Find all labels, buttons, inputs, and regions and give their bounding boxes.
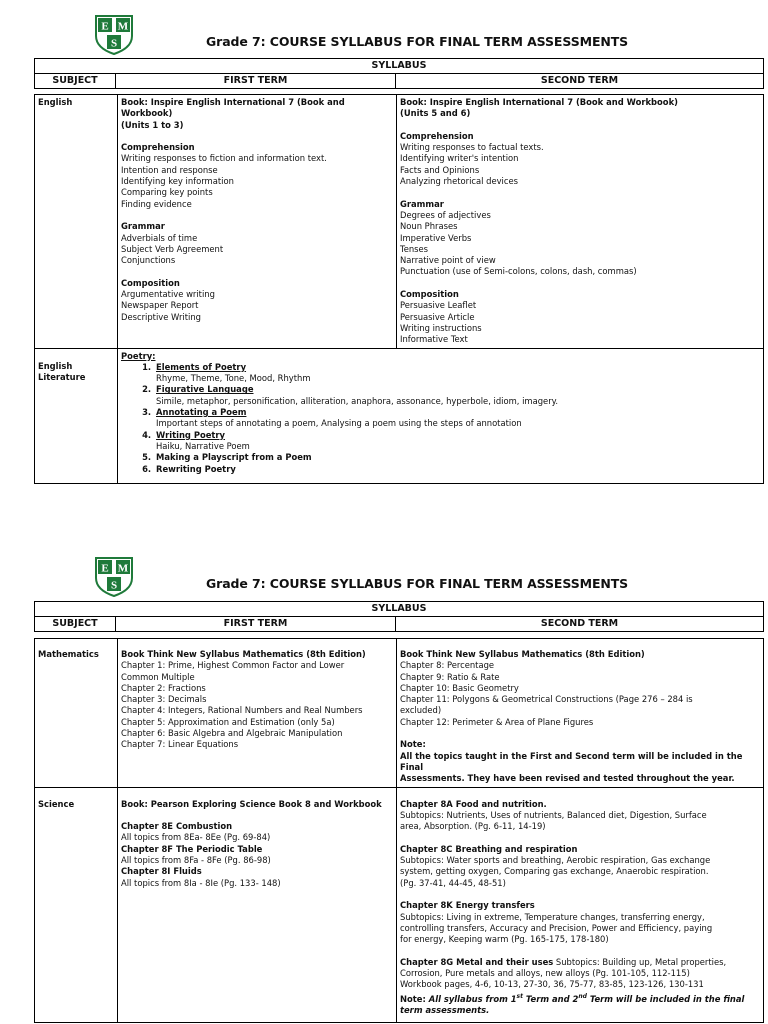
list-item: Finding evidence xyxy=(121,198,192,209)
list-item: for energy, Keeping warm (Pg. 165-175, 178-180) xyxy=(400,934,609,945)
list-item: Chapter 7: Linear Equations xyxy=(121,739,239,750)
list-item: Facts and Opinions xyxy=(400,164,480,175)
english-first-grammar-heading: Grammar xyxy=(121,221,165,232)
svg-text:E: E xyxy=(101,562,109,575)
english-second-composition-heading: Composition xyxy=(400,289,459,300)
english-first-term-cell xyxy=(118,95,397,349)
list-item: Intention and response xyxy=(121,164,218,175)
list-item: Subtopics: Water sports and breathing, Aerobic respiration, Gas exchange xyxy=(400,855,711,866)
list-item: Tenses xyxy=(400,243,429,254)
list-item: excluded) xyxy=(400,705,442,716)
list-item: All topics from 8Ia - 8Ie (Pg. 133- 148) xyxy=(121,877,281,888)
math-note-heading: Note: xyxy=(400,739,426,750)
first-term-column-header: FIRST TERM xyxy=(116,74,396,89)
list-item: (Pg. 37-41, 44-45, 48-51) xyxy=(400,877,506,888)
list-item: All topics from 8Fa - 8Fe (Pg. 86-98) xyxy=(121,855,271,866)
list-item: Noun Phrases xyxy=(400,221,458,232)
list-item: Common Multiple xyxy=(121,671,195,682)
list-item: Subtopics: Nutrients, Uses of nutrients, Balanced diet, Digestion, Surface xyxy=(400,809,707,820)
list-item: Persuasive Article xyxy=(400,311,475,322)
list-item: Chapter 1: Prime, Highest Common Factor and Lower xyxy=(121,660,345,671)
second-term-column-header: SECOND TERM xyxy=(396,74,764,89)
syllabus-heading: SYLLABUS xyxy=(35,602,764,617)
list-item: Chapter 12: Perimeter & Area of Plane Figures xyxy=(400,716,594,727)
list-item: system, getting oxygen, Comparing gas exchange, Anaerobic respiration. xyxy=(400,866,709,877)
logo-letter-e: E xyxy=(101,20,109,33)
list-item: 1. Elements of Poetry Rhyme, Theme, Tone, Mood, Rhythm xyxy=(154,362,760,385)
list-item: Workbook pages, 4-6, 10-13, 27-30, 36, 75-77, 83-85, 123-126, 130-131 xyxy=(400,979,704,990)
subject-column-header: SUBJECT xyxy=(35,617,116,632)
school-logo xyxy=(92,554,136,598)
math-second-term-cell xyxy=(397,639,764,788)
list-item: Informative Text xyxy=(400,334,468,345)
list-item: Writing instructions xyxy=(400,322,482,333)
list-item: Subtopics: Living in extreme, Temperature changes, transferring energy, xyxy=(400,911,705,922)
list-item: Chapter 3: Decimals xyxy=(121,694,207,705)
poetry-list xyxy=(121,362,760,475)
list-item: Conjunctions xyxy=(121,255,176,266)
math-subject-cell: Mathematics xyxy=(35,639,118,788)
list-item: Chapter 5: Approximation and Estimation (only 5a) xyxy=(121,716,335,727)
list-item: Descriptive Writing xyxy=(121,311,201,322)
science-subject-cell: Science xyxy=(35,787,118,1022)
second-term-column-header: SECOND TERM xyxy=(396,617,764,632)
math-first-book: Book Think New Syllabus Mathematics (8th Edition) xyxy=(121,649,366,659)
document-title: Grade 7: COURSE SYLLABUS FOR FINAL TERM ASSESSMENTS xyxy=(206,576,629,591)
syllabus-header-table xyxy=(34,58,764,89)
list-item: Persuasive Leaflet xyxy=(400,300,477,311)
list-item: Chapter 2: Fractions xyxy=(121,682,206,693)
science-row xyxy=(35,787,764,1022)
list-item: Degrees of adjectives xyxy=(400,209,491,220)
science-chapter-heading: Chapter 8I Fluids xyxy=(121,866,202,877)
list-item: Newspaper Report xyxy=(121,300,199,311)
english-second-grammar-heading: Grammar xyxy=(400,198,444,209)
list-item: area, Absorption. (Pg. 6-11, 14-19) xyxy=(400,821,546,832)
science-chapter-heading: Chapter 8A Food and nutrition. xyxy=(400,798,547,809)
list-item: Analyzing rhetorical devices xyxy=(400,176,518,187)
science-second-term-cell xyxy=(397,787,764,1022)
list-item: Identifying key information xyxy=(121,176,234,187)
english-syllabus-table xyxy=(34,94,764,484)
list-item: Imperative Verbs xyxy=(400,232,472,243)
school-logo xyxy=(92,12,136,56)
math-second-book: Book Think New Syllabus Mathematics (8th Edition) xyxy=(400,649,645,659)
list-item: Chapter 6: Basic Algebra and Algebraic Manipulation xyxy=(121,728,343,739)
science-chapter-heading: Chapter 8F The Periodic Table xyxy=(121,843,263,854)
literature-subject-cell: English Literature xyxy=(35,348,118,483)
list-item: Identifying writer's intention xyxy=(400,153,519,164)
list-item: 6. Rewriting Poetry xyxy=(154,464,760,475)
english-first-units: (Units 1 to 3) xyxy=(121,119,184,130)
science-final-note: Note: All syllabus from 1st Term and 2nd Term will be included in the final term assessments. xyxy=(400,992,745,1015)
svg-text:S: S xyxy=(110,579,118,592)
math-row xyxy=(35,639,764,788)
science-chapter-heading: Chapter 8C Breathing and respiration xyxy=(400,843,578,854)
list-item: Writing responses to fiction and information text. xyxy=(121,153,327,164)
logo-letter-s: S xyxy=(110,37,118,50)
list-item: Chapter 9: Ratio & Rate xyxy=(400,671,500,682)
list-item: All topics from 8Ea- 8Ee (Pg. 69-84) xyxy=(121,832,271,843)
math-note-text: All the topics taught in the First and Second term will be included in the Final xyxy=(400,750,743,772)
logo-letter-m: M xyxy=(117,20,129,33)
list-item: Chapter 10: Basic Geometry xyxy=(400,682,519,693)
poetry-heading: Poetry: xyxy=(121,350,156,361)
list-item: Chapter 11: Polygons & Geometrical Constructions (Page 276 – 284 is xyxy=(400,694,693,705)
syllabus-header-table xyxy=(34,601,764,632)
list-item: Writing responses to factual texts. xyxy=(400,142,544,153)
english-row xyxy=(35,95,764,349)
science-first-term-cell xyxy=(118,787,397,1022)
list-item: Subject Verb Agreement xyxy=(121,243,224,254)
english-second-comprehension-heading: Comprehension xyxy=(400,130,474,141)
svg-text:M: M xyxy=(117,562,129,575)
english-second-units: (Units 5 and 6) xyxy=(400,108,471,119)
list-item: Corrosion, Pure metals and alloys, new alloys (Pg. 101-105, 112-115) xyxy=(400,968,690,979)
list-item: 2. Figurative Language Simile, metaphor, personification, alliteration, anaphora, assonance, hyperbole, idiom, imagery. xyxy=(154,384,760,407)
english-first-book: Book: Inspire English International 7 (Book and Workbook) xyxy=(121,97,345,119)
list-item: 3. Annotating a Poem Important steps of annotating a poem, Analysing a poem using the steps of annotation xyxy=(154,407,760,430)
english-first-comprehension-heading: Comprehension xyxy=(121,142,195,153)
first-term-column-header: FIRST TERM xyxy=(116,617,396,632)
science-chapter-heading: Chapter 8E Combustion xyxy=(121,821,233,832)
english-first-composition-heading: Composition xyxy=(121,277,180,288)
science-chapter-8g-line: Chapter 8G Metal and their uses Subtopics: Building up, Metal properties, xyxy=(400,956,727,967)
math-science-syllabus-table xyxy=(34,638,764,1023)
list-item: 5. Making a Playscript from a Poem xyxy=(154,452,760,463)
math-note-text: Assessments. They have been revised and tested throughout the year. xyxy=(400,773,735,784)
english-second-book: Book: Inspire English International 7 (Book and Workbook) xyxy=(400,97,678,107)
list-item: Adverbials of time xyxy=(121,232,198,243)
document-title: Grade 7: COURSE SYLLABUS FOR FINAL TERM ASSESSMENTS xyxy=(206,34,629,49)
list-item: Comparing key points xyxy=(121,187,213,198)
list-item: Punctuation (use of Semi-colons, colons, dash, commas) xyxy=(400,266,637,277)
list-item: Chapter 4: Integers, Rational Numbers and Real Numbers xyxy=(121,705,363,716)
list-item: controlling transfers, Accuracy and Precision, Power and Efficiency, paying xyxy=(400,922,713,933)
science-chapter-heading: Chapter 8K Energy transfers xyxy=(400,900,535,911)
literature-row xyxy=(35,348,764,483)
list-item: 4. Writing Poetry Haiku, Narrative Poem xyxy=(154,430,760,453)
english-second-term-cell xyxy=(397,95,764,349)
science-first-book: Book: Pearson Exploring Science Book 8 and Workbook xyxy=(121,798,382,809)
list-item: Narrative point of view xyxy=(400,255,496,266)
subject-column-header: SUBJECT xyxy=(35,74,116,89)
literature-content-cell xyxy=(118,348,764,483)
list-item: Argumentative writing xyxy=(121,289,215,300)
syllabus-heading: SYLLABUS xyxy=(35,59,764,74)
math-first-term-cell xyxy=(118,639,397,788)
english-subject-cell: English xyxy=(35,95,118,349)
list-item: Chapter 8: Percentage xyxy=(400,660,495,671)
